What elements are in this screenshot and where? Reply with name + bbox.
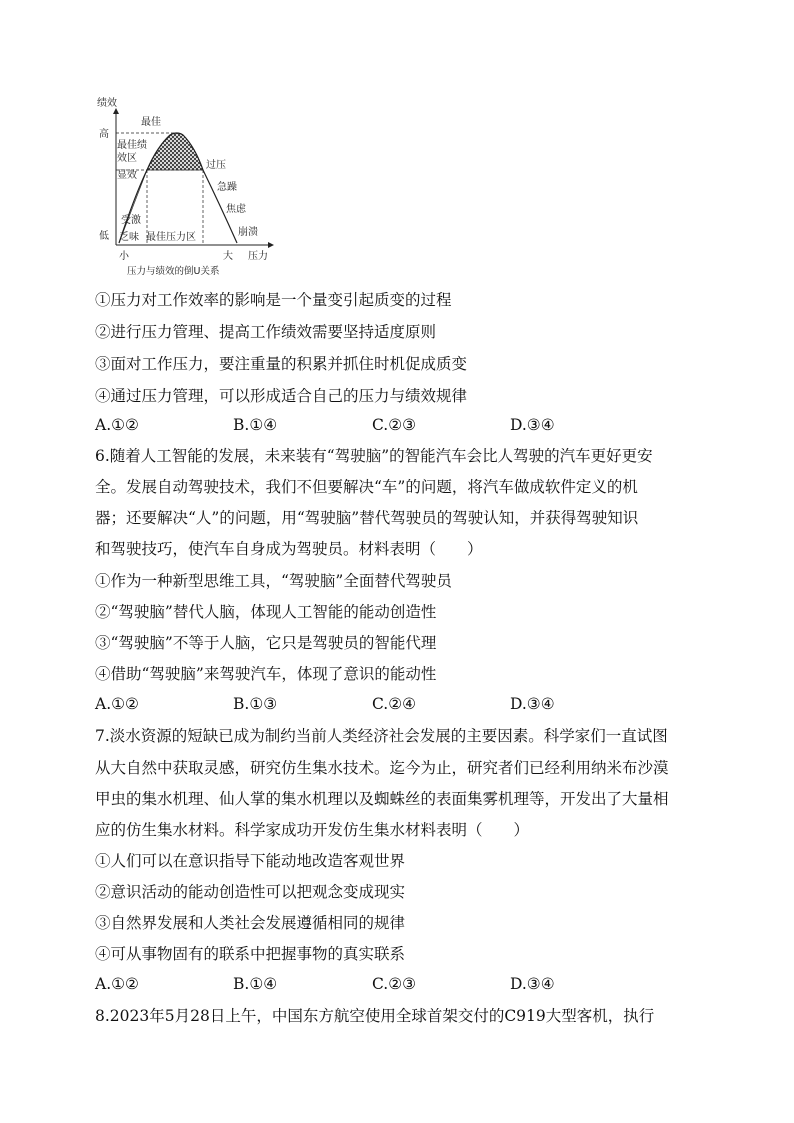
q7-option-b[interactable]: B.①④ — [233, 975, 278, 993]
q5-statement-4: ④通过压力管理，可以形成适合自己的压力与绩效规律 — [95, 387, 468, 405]
q7-options — [95, 974, 695, 994]
small-label: 小 — [119, 251, 129, 262]
q6-stem-line-1: 6.随着人工智能的发展，未来装有“驾驶脑”的智能汽车会比人驾驶的汽车更好更安 — [95, 447, 653, 465]
y-axis-label: 绩效 — [97, 98, 117, 109]
q5-statement-1: ①压力对工作效率的影响是一个量变引起质变的过程 — [95, 291, 452, 309]
best-zone-label-2: 效区 — [117, 153, 137, 164]
q7-option-d[interactable]: D.③④ — [510, 975, 555, 993]
low-label: 低 — [99, 231, 109, 242]
q6-option-d[interactable]: D.③④ — [510, 695, 555, 713]
q6-stem-line-4: 和驾驶技巧，使汽车自身成为驾驶员。材料表明（ ） — [95, 540, 483, 558]
q7-statement-3: ③自然界发展和人类社会发展遵循相同的规律 — [95, 914, 406, 932]
bored-label: 乏味 — [119, 232, 139, 243]
high-label: 高 — [99, 129, 109, 140]
best-pressure-zone-label: 最佳压力区 — [146, 232, 196, 243]
q5-statement-3: ③面对工作压力，要注重量的积累并抓住时机促成质变 — [95, 355, 468, 373]
q6-statement-4: ④借助“驾驶脑”来驾驶汽车，体现了意识的能动性 — [95, 665, 437, 683]
anxious-label: 焦虑 — [226, 204, 246, 215]
q7-stem-line-2: 从大自然中获取灵感，研究仿生集水技术。迄今为止，研究者们已经利用纳米布沙漠 — [95, 759, 669, 777]
q7-stem-line-4: 应的仿生集水材料。科学家成功开发仿生集水材料表明（ ） — [95, 821, 530, 839]
collapse-label: 崩溃 — [238, 227, 258, 238]
q7-stem-line-3: 甲虫的集水机理、仙人掌的集水机理以及蜘蛛丝的表面集雾机理等，开发出了大量相 — [95, 790, 669, 808]
q6-statement-1: ①作为一种新型思维工具，“驾驶脑”全面替代驾驶员 — [95, 572, 452, 590]
x-axis-label: 压力 — [248, 251, 268, 262]
q5-option-c[interactable]: C.②③ — [372, 416, 417, 434]
q6-option-a[interactable]: A.①② — [95, 695, 139, 713]
q6-option-b[interactable]: B.①③ — [233, 695, 278, 713]
q6-stem-line-2: 全。发展自动驾驶技术，我们不但要解决“车”的问题，将汽车做成软件定义的机 — [95, 478, 638, 496]
q6-options — [95, 694, 695, 714]
figure-caption: 压力与绩效的倒U关系 — [127, 266, 220, 277]
stimulated-label: 受激 — [121, 215, 141, 226]
best-zone-label-1: 最佳绩 — [117, 140, 147, 151]
irritable-label: 急躁 — [217, 182, 237, 193]
best-label: 最佳 — [141, 117, 161, 128]
q5-options — [95, 415, 695, 435]
inverted-u-chart — [95, 95, 275, 280]
q5-statement-2: ②进行压力管理、提高工作绩效需要坚持适度原则 — [95, 323, 437, 341]
q7-option-c[interactable]: C.②③ — [372, 975, 417, 993]
q6-stem-line-3: 器；还要解决“人”的问题，用“驾驶脑”替代驾驶员的驾驶认知，并获得驾驶知识 — [95, 509, 639, 527]
q5-option-b[interactable]: B.①④ — [233, 416, 278, 434]
significant-label: 显效 — [117, 170, 137, 181]
q7-stem-line-1: 7.淡水资源的短缺已成为制约当前人类经济社会发展的主要因素。科学家们一直试图 — [95, 727, 668, 745]
q7-statement-1: ①人们可以在意识指导下能动地改造客观世界 — [95, 852, 406, 870]
large-label: 大 — [223, 251, 233, 262]
pressure-performance-figure — [95, 95, 275, 280]
q7-option-a[interactable]: A.①② — [95, 975, 139, 993]
q7-statement-4: ④可从事物固有的联系中把握事物的真实联系 — [95, 945, 406, 963]
q5-option-a[interactable]: A.①② — [95, 416, 139, 434]
q6-option-c[interactable]: C.②④ — [372, 695, 417, 713]
q6-statement-2: ②“驾驶脑”替代人脑，体现人工智能的能动创造性 — [95, 603, 437, 621]
q8-stem-line-1: 8.2023年5月28日上午，中国东方航空使用全球首架交付的C919大型客机，执行 — [95, 1007, 655, 1025]
q6-statement-3: ③“驾驶脑”不等于人脑，它只是驾驶员的智能代理 — [95, 634, 437, 652]
q5-option-d[interactable]: D.③④ — [510, 416, 555, 434]
overpressure-label: 过压 — [206, 160, 226, 171]
q7-statement-2: ②意识活动的能动创造性可以把观念变成现实 — [95, 883, 406, 901]
